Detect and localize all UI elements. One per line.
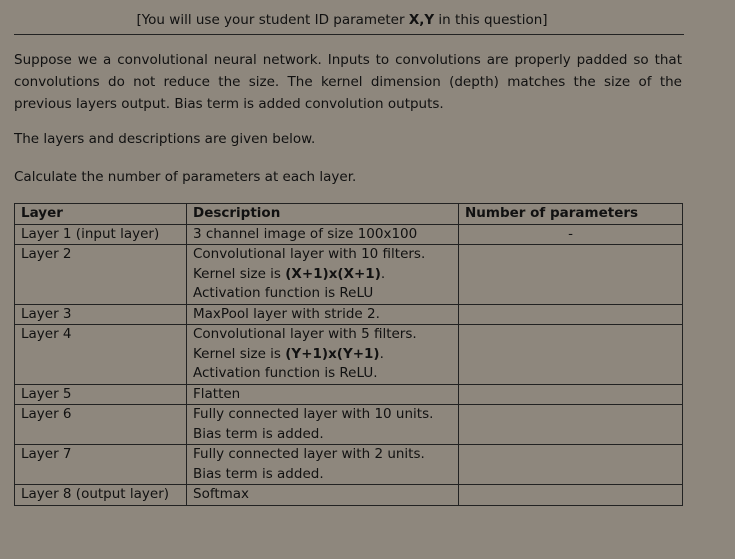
layers-table — [14, 203, 683, 506]
description-part: Kernel size is — [193, 345, 286, 362]
column-header-layer: Layer — [15, 204, 187, 225]
layer-description: Flatten — [187, 384, 459, 405]
layer-description: Fully connected layer with 2 units. Bias term is added. — [187, 445, 459, 485]
layer-name: Layer 8 (output layer) — [15, 485, 187, 506]
header-rule — [14, 34, 684, 35]
table-header-row — [15, 204, 683, 225]
layer-params: - — [459, 224, 683, 245]
intro-paragraph: Suppose we a convolutional neural network. Inputs to convolutions are properly padded so that convolutions do not reduce the size. The kernel dimension (depth) matches the size of the previous layers output. Bias term is added convolution outputs. — [14, 52, 682, 112]
layer-name: Layer 1 (input layer) — [15, 224, 187, 245]
description-part: . Activation function is ReLU. — [193, 345, 384, 381]
layer-params — [459, 405, 683, 445]
description-part: Convolutional layer with 5 filters. — [193, 326, 417, 342]
layer-name: Layer 4 — [15, 325, 187, 385]
layer-description: 3 channel image of size 100x100 — [187, 224, 459, 245]
kernel-size: (Y+1)x(Y+1) — [285, 345, 380, 362]
layer-name: Layer 5 — [15, 384, 187, 405]
description-part: Convolutional layer with 10 filters. — [193, 246, 426, 262]
table-row — [15, 304, 683, 325]
layer-description — [187, 245, 459, 305]
layer-name: Layer 3 — [15, 304, 187, 325]
header-suffix: in this question] — [434, 12, 548, 28]
table-row — [15, 445, 683, 485]
column-header-description: Description — [187, 204, 459, 225]
layer-description: Softmax — [187, 485, 459, 506]
description-part: Kernel size is — [193, 265, 286, 282]
layer-params — [459, 245, 683, 305]
layer-params — [459, 384, 683, 405]
layer-description — [187, 325, 459, 385]
layer-name: Layer 6 — [15, 405, 187, 445]
layer-params — [459, 304, 683, 325]
layer-name: Layer 7 — [15, 445, 187, 485]
question-header — [0, 10, 684, 30]
table-row — [15, 384, 683, 405]
column-header-params: Number of parameters — [459, 204, 683, 225]
layer-params — [459, 445, 683, 485]
header-parameter: X,Y — [408, 12, 435, 28]
layer-params — [459, 485, 683, 506]
layer-description: Fully connected layer with 10 units. Bias term is added. — [187, 405, 459, 445]
table-row — [15, 245, 683, 305]
description-part: . Activation function is ReLU — [193, 265, 386, 301]
table-row — [15, 405, 683, 445]
layer-name: Layer 2 — [15, 245, 187, 305]
table-row — [15, 485, 683, 506]
layers-note: The layers and descriptions are given below. — [14, 131, 316, 147]
header-prefix: [You will use your student ID parameter — [136, 12, 409, 28]
table-row — [15, 325, 683, 385]
table-row — [15, 224, 683, 245]
layer-description: MaxPool layer with stride 2. — [187, 304, 459, 325]
task-statement: Calculate the number of parameters at each layer. — [14, 169, 357, 185]
kernel-size: (X+1)x(X+1) — [285, 265, 381, 282]
layer-params — [459, 325, 683, 385]
